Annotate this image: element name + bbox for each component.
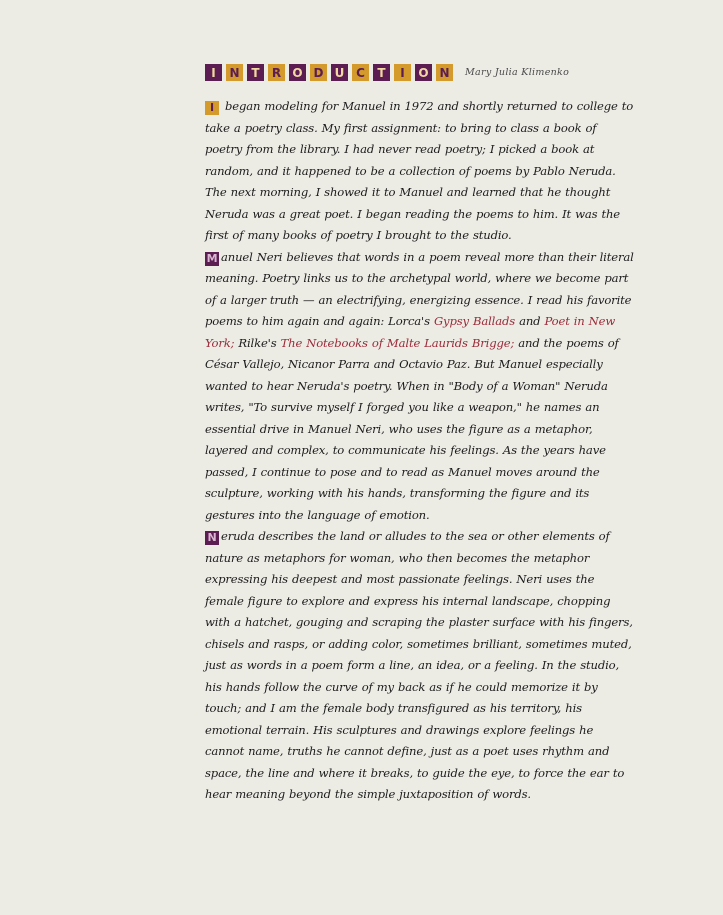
heading-letter: T <box>373 64 390 81</box>
heading-letter: D <box>310 64 327 81</box>
paragraph-text: eruda describes the land or alludes to the sea or other elements of nature as metaphors for woman, who then becomes the metaphor expressing his deepest and most passionate feelings. Neri uses the female figure to explore and express his internal landscape, chopping with a hatchet, gouging and scraping the plaster surface with his fingers, chisels and rasps, or adding color, sometimes brilliant, sometimes muted, just as words in a poem form a line, an idea, or a feeling. In the studio, his hands follow the curve of my back as if he could memorize it by touch; and I am the female body transfigured as his territory, his emotional terrain. His sculptures and drawings explore feelings he cannot name, truths he cannot define, just as a poet uses rhythm and space, the line and where it breaks, to guide the eye, to force the ear to hear meaning beyond the simple juxtaposition of words. <box>205 529 633 801</box>
paragraph-text: and the poems of César Vallejo, Nicanor Parra and Octavio Paz. But Manuel especially wanted to hear Neruda's poetry. When in "Body of a Woman" Neruda writes, "To survive myself I forged you like a weapon," he names an essential drive in Manuel Neri, who uses the figure as a metaphor, layered and complex, to communicate his feelings. As the years have passed, I continue to pose and to read as Manuel moves around the sculpture, working with his hands, transforming the figure and its gestures into the language of emotion. <box>205 335 619 522</box>
heading-letter: R <box>268 64 285 81</box>
essay-body <box>205 96 635 806</box>
paragraph-3 <box>205 526 635 806</box>
drop-cap: I <box>205 101 219 115</box>
paragraph-text: and <box>515 314 545 328</box>
paragraph-2 <box>205 247 635 527</box>
drop-cap: N <box>205 531 219 545</box>
heading-letter: U <box>331 64 348 81</box>
heading-letter: C <box>352 64 369 81</box>
heading-letter: N <box>226 64 243 81</box>
heading-letter: O <box>289 64 306 81</box>
paragraph-text: Rilke's <box>234 335 281 350</box>
heading-letter: I <box>205 64 222 81</box>
book-title: The Notebooks of Malte Laurids Brigge; <box>280 335 515 350</box>
drop-cap: M <box>206 251 218 265</box>
paragraph-text: anuel Neri believes that words in a poem reveal more than their literal meaning. Poetry links us to the archetypal world, where we become part of a larger truth — an electrifying, energizing essence. I read his favorite poems to him again and again: Lorca's <box>205 249 634 328</box>
introduction-heading <box>205 64 569 81</box>
heading-letter: N <box>436 64 453 81</box>
paragraph-1 <box>205 96 635 247</box>
heading-letter: T <box>247 64 264 81</box>
book-title: Poet in New York; <box>205 314 616 350</box>
paragraph-text: began modeling for Manuel in 1972 and shortly returned to college to take a poetry class. My first assignment: to bring to class a book of poetry from the library. I had never read poetry; I picked a book at random, and it happened to be a collection of poems by Pablo Neruda. The next morning, I showed it to Manuel and learned that he thought Neruda was a great poet. I began reading the poems to him. It was the first of many books of poetry I brought to the studio. <box>205 99 634 242</box>
heading-letter: I <box>394 64 411 81</box>
heading-letter: O <box>415 64 432 81</box>
author-name: Mary Julia Klimenko <box>465 67 570 78</box>
book-title: Gypsy Ballads <box>433 314 516 328</box>
